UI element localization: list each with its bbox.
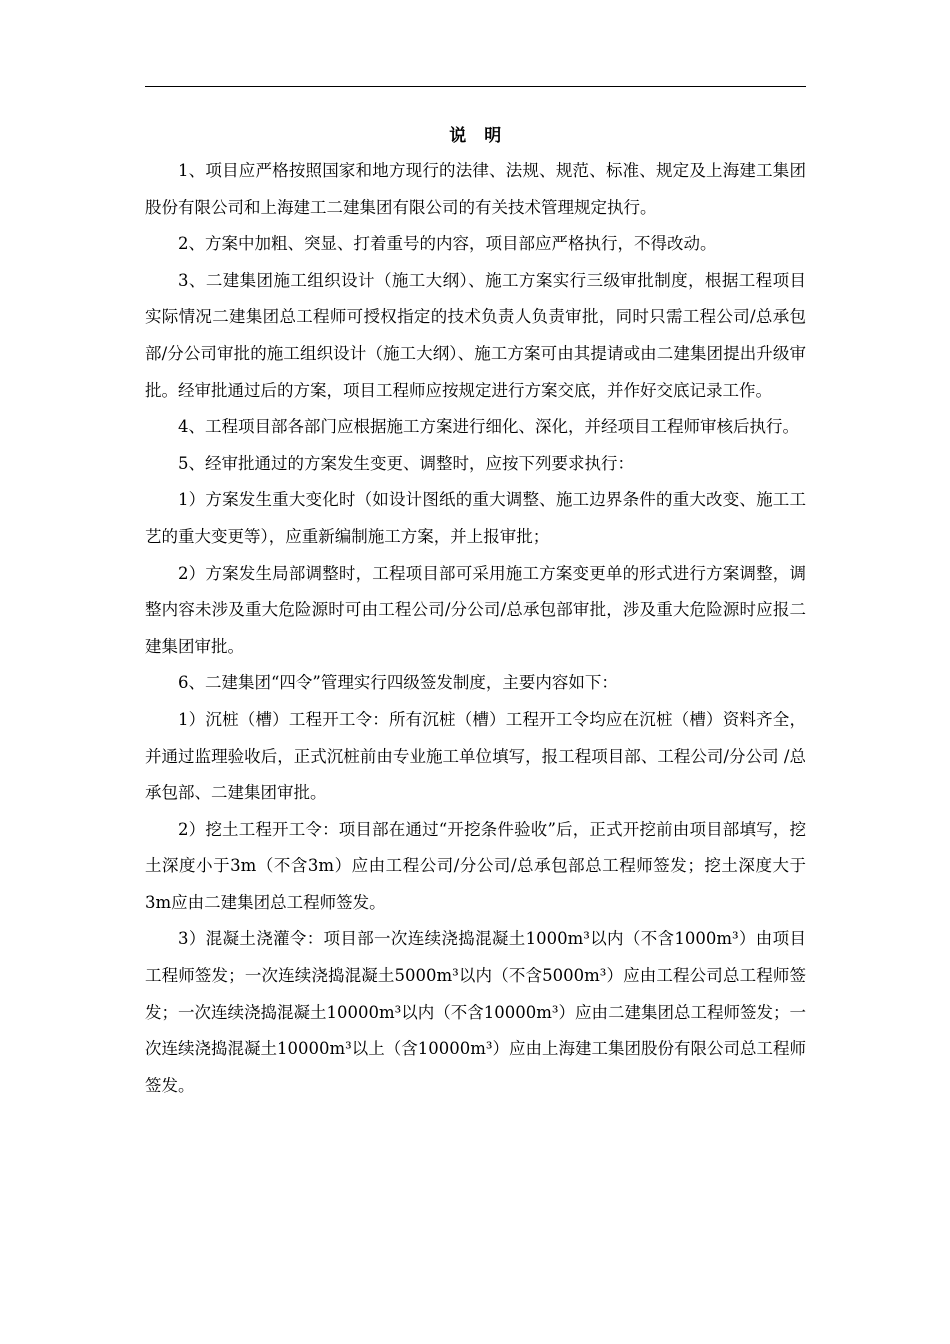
paragraph-1: 1、项目应严格按照国家和地方现行的法律、法规、规范、标准、规定及上海建工集团股份有限公司和上海建工二建集团有限公司的有关技术管理规定执行。 bbox=[145, 161, 806, 217]
page-title: 说 明 bbox=[449, 126, 502, 146]
body-text bbox=[145, 153, 806, 1104]
paragraph-6: 6、二建集团“四令”管理实行四级签发制度，主要内容如下： bbox=[178, 673, 618, 693]
header-rule bbox=[145, 86, 806, 87]
paragraph-5: 5、经审批通过的方案发生变更、调整时，应按下列要求执行： bbox=[178, 453, 634, 473]
paragraph-2: 2、方案中加粗、突显、打着重号的内容，项目部应严格执行，不得改动。 bbox=[178, 234, 717, 254]
paragraph-4: 4、工程项目部各部门应根据施工方案进行细化、深化，并经项目工程师审核后执行。 bbox=[178, 417, 799, 437]
paragraph-6-item-3: 3）混凝土浇灌令：项目部一次连续浇捣混凝土1000m³以内（不含1000m³）由项目工程师签发；一次连续浇捣混凝土5000m³以内（不含5000m³）应由工程公司总工程师签发；一次连续浇捣混凝土10000m³以内（不含10000m³）应由二建集团总工程师签发；一次连续浇捣混凝土10000m³以上（含10000m³）应由上海建工集团股份有限公司总工程师签发。 bbox=[145, 929, 806, 1095]
paragraph-3: 3、二建集团施工组织设计（施工大纲）、施工方案实行三级审批制度，根据工程项目实际情况二建集团总工程师可授权指定的技术负责人负责审批，同时只需工程公司/总承包部/分公司审批的施工组织设计（施工大纲）、施工方案可由其提请或由二建集团提出升级审批。经审批通过后的方案，项目工程师应按规定进行方案交底，并作好交底记录工作。 bbox=[145, 270, 806, 400]
paragraph-6-item-2: 2）挖土工程开工令：项目部在通过“开挖条件验收”后，正式开挖前由项目部填写，挖土深度小于3m（不含3m）应由工程公司/分公司/总承包部总工程师签发；挖土深度大于3m应由二建集团总工程师签发。 bbox=[145, 819, 806, 912]
paragraph-6-item-1: 1）沉桩（槽）工程开工令：所有沉桩（槽）工程开工令均应在沉桩（槽）资料齐全，并通过监理验收后，正式沉桩前由专业施工单位填写，报工程项目部、工程公司/分公司 /总承包部、二建集团审批。 bbox=[145, 709, 806, 803]
paragraph-5-item-1: 1）方案发生重大变化时（如设计图纸的重大调整、施工边界条件的重大改变、施工工艺的重大变更等），应重新编制施工方案，并上报审批； bbox=[145, 490, 806, 546]
paragraph-5-item-2: 2）方案发生局部调整时，工程项目部可采用施工方案变更单的形式进行方案调整，调整内容未涉及重大危险源时可由工程公司/分公司/总承包部审批，涉及重大危险源时应报二建集团审批。 bbox=[145, 563, 806, 656]
